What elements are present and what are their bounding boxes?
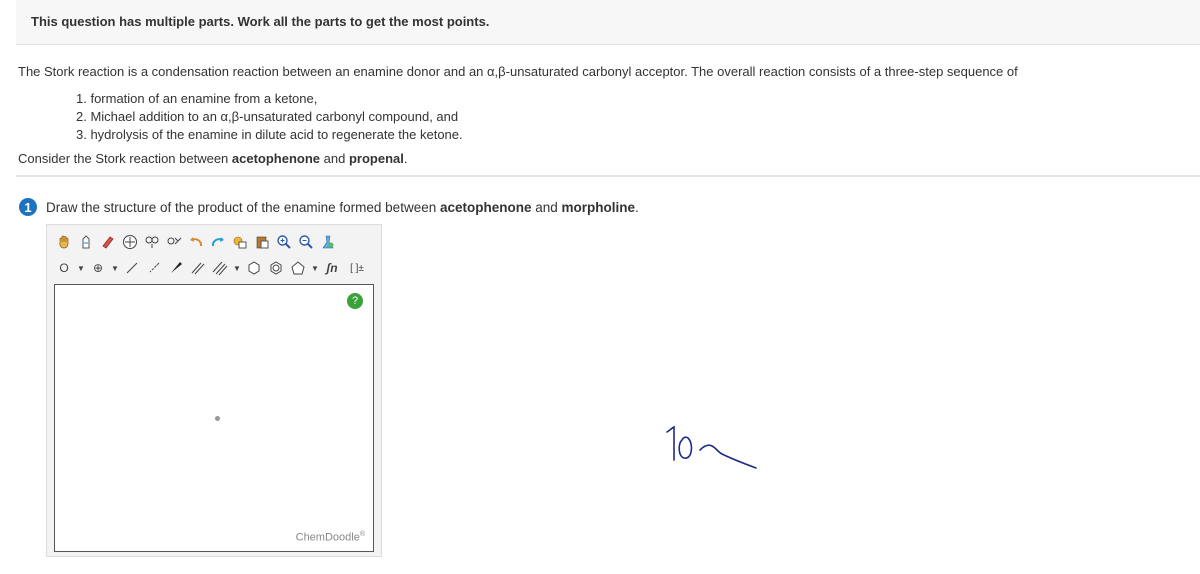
atom-dropdown-icon[interactable]: ▼ [77,263,85,273]
ring-dropdown-icon[interactable]: ▼ [311,263,319,273]
atom-tool[interactable]: O [59,261,69,275]
zoom-in-icon[interactable] [275,233,293,251]
copy-icon[interactable] [231,233,249,251]
undo-icon[interactable] [187,233,205,251]
consider-acetophenone: acetophenone [231,151,321,166]
chemdoodle-editor [46,224,382,557]
consider-propenal: propenal [348,151,404,166]
handwritten-annotation [660,420,760,480]
hashed-bond-icon[interactable] [145,259,163,277]
step-3: 3. hydrolysis of the enamine in dilute acid to regenerate the ketone. [76,127,463,142]
consider-suffix: . [403,151,408,166]
question-mid: and [531,200,562,215]
intro-text: The Stork reaction is a condensation reaction between an enamine donor and an α,β-unsaturated carbonyl acceptor. The overall reaction consists of a three-step sequence of [18,64,1018,79]
single-bond-icon[interactable] [123,259,141,277]
wedge-bond-icon[interactable] [167,259,185,277]
redo-icon[interactable] [209,233,227,251]
sgroup-tool[interactable]: ʃn [326,261,338,275]
cyclohexane-icon[interactable] [245,259,263,277]
banner-text: This question has multiple parts. Work all the parts to get the most points. [31,14,490,29]
section-divider [16,175,1200,177]
paste-icon[interactable] [253,233,271,251]
bond-dropdown-icon[interactable]: ▼ [233,263,241,273]
center-icon[interactable] [121,233,139,251]
canvas-dot [215,416,220,421]
eraser-icon[interactable] [99,233,117,251]
question-text [46,200,639,215]
cyclopentane-icon[interactable] [289,259,307,277]
step-2: 2. Michael addition to an α,β-unsaturated carbonyl compound, and [76,109,459,124]
step-1: 1. formation of an enamine from a ketone, [76,91,318,106]
charge-tool[interactable]: ⊕ [92,261,104,275]
flip-icon[interactable] [143,233,161,251]
consider-mid: and [320,151,349,166]
consider-text [18,151,407,166]
charge-dropdown-icon[interactable]: ▼ [111,263,119,273]
benzene-icon[interactable] [267,259,285,277]
question-number-badge: 1 [19,198,37,216]
editor-toolbar-bottom [55,257,369,279]
clean-icon[interactable] [319,233,337,251]
double-bond-icon[interactable] [189,259,207,277]
question-morpholine: morpholine [561,200,636,215]
editor-toolbar-top [55,231,337,253]
hand-pan-icon[interactable] [55,233,73,251]
question-prefix: Draw the structure of the product of the enamine formed between [46,200,440,215]
steps-list [76,90,463,144]
consider-prefix: Consider the Stork reaction between [18,151,232,166]
rotate-icon[interactable] [165,233,183,251]
question-suffix: . [635,200,639,215]
help-button[interactable]: ? [347,293,363,309]
triple-bond-icon[interactable] [211,259,229,277]
zoom-out-icon[interactable] [297,233,315,251]
bracket-tool[interactable]: [ ]± [350,262,364,274]
drawing-canvas[interactable] [54,284,374,552]
chemdoodle-brand [296,531,365,544]
brand-name: ChemDoodle [295,532,360,544]
multipart-banner [16,0,1200,45]
question-acetophenone: acetophenone [439,200,532,215]
lasso-icon[interactable] [77,233,95,251]
brand-mark: ® [359,531,365,539]
